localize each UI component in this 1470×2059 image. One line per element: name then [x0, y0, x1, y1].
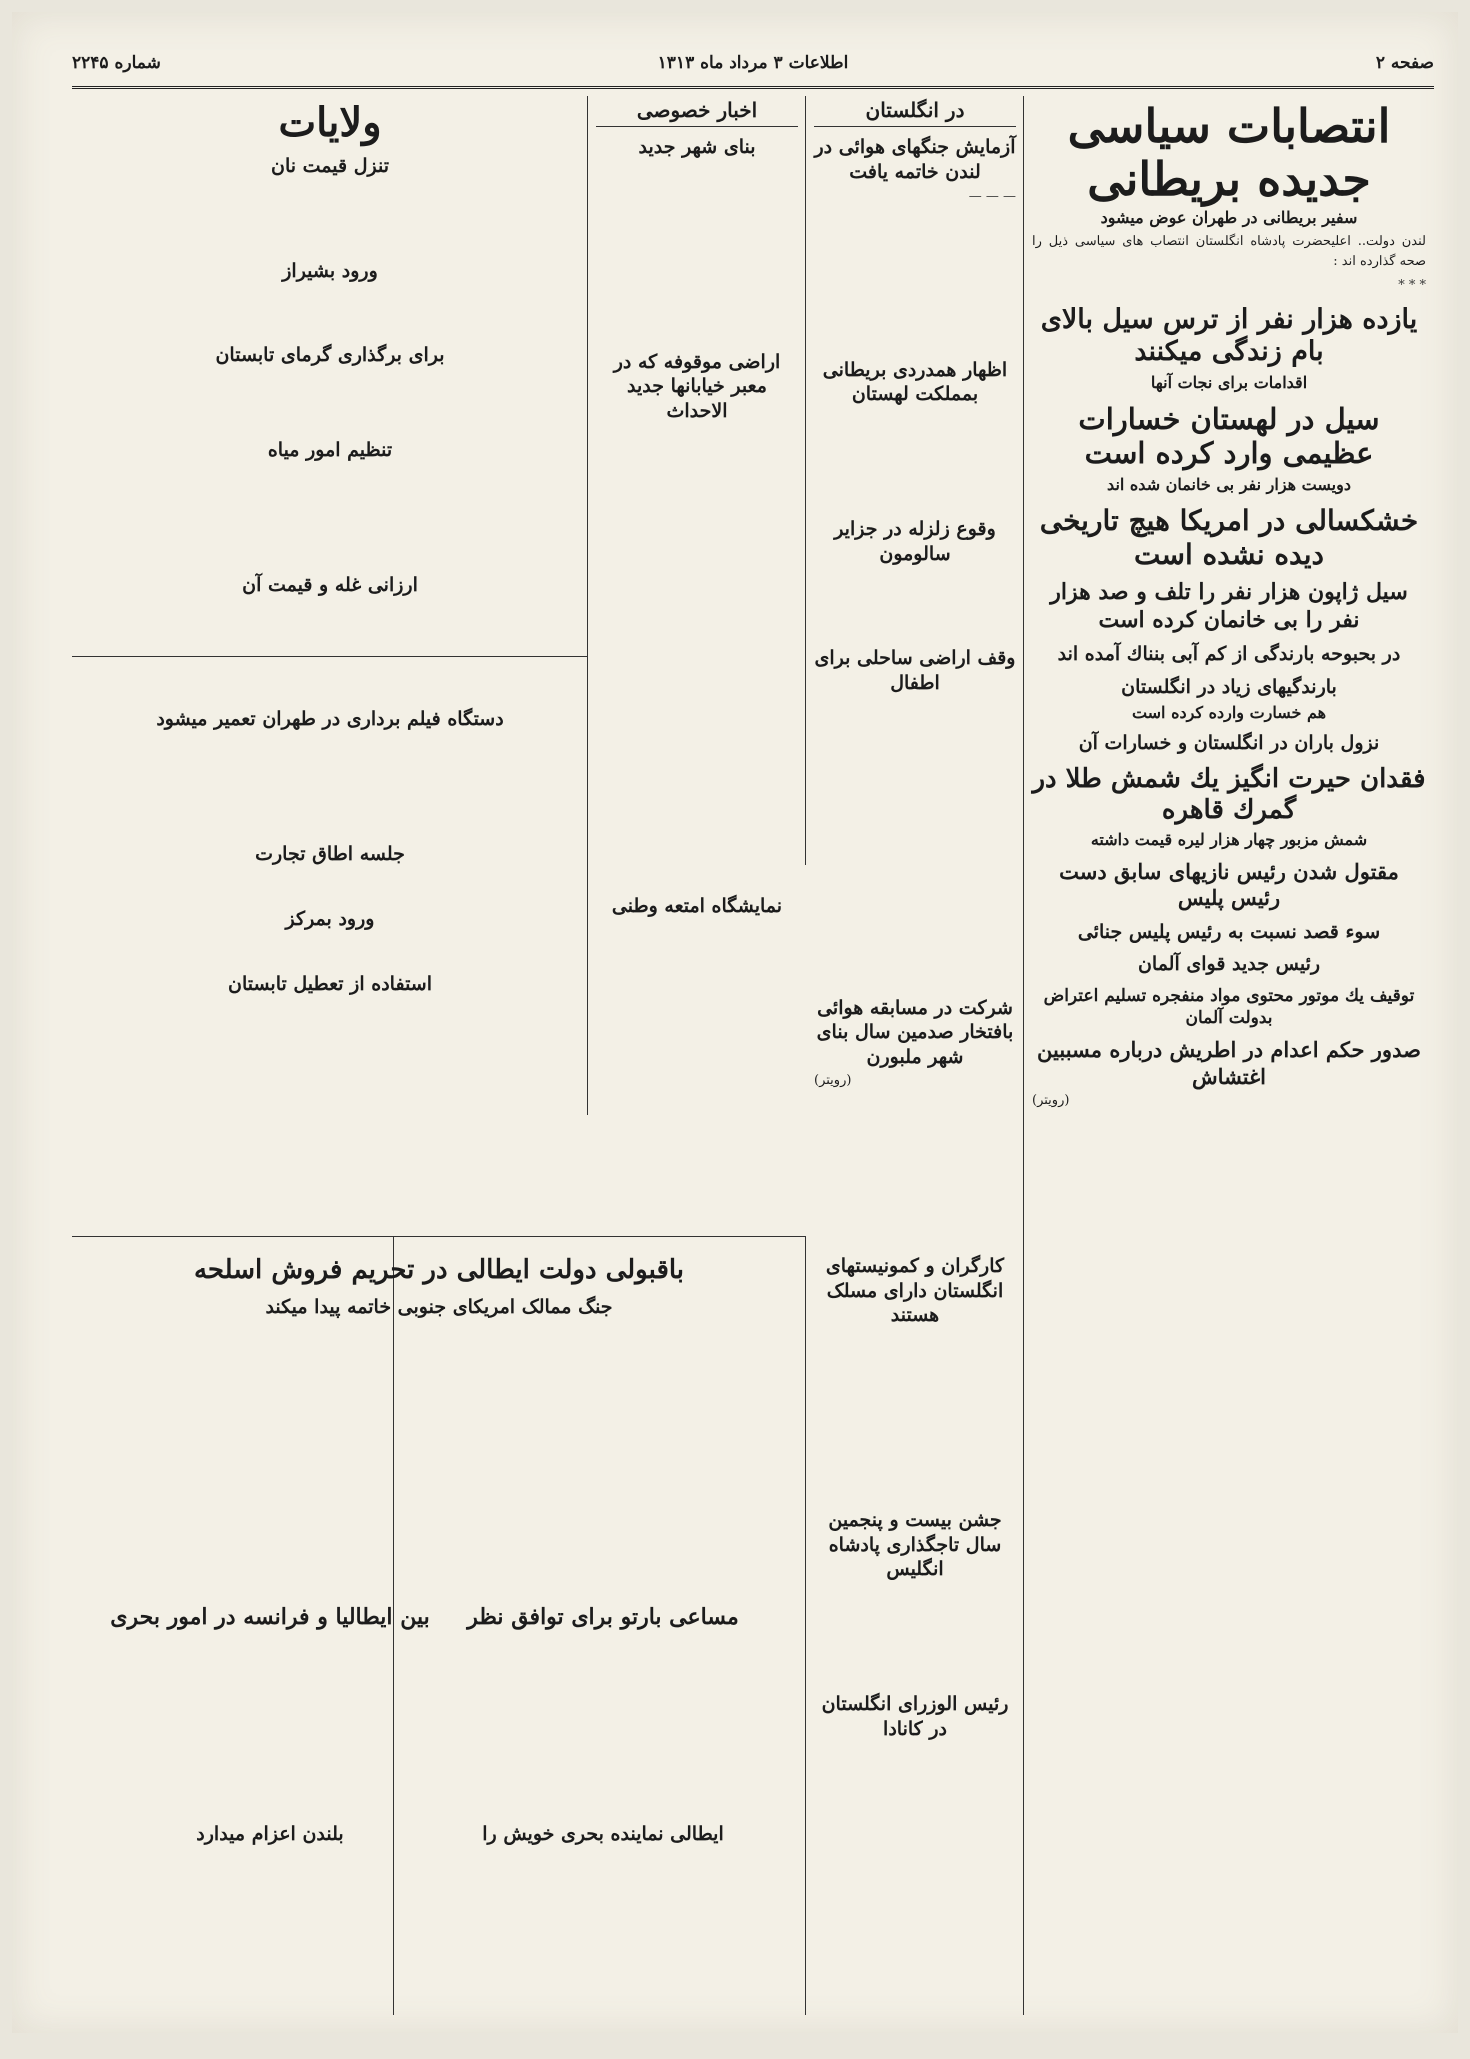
article-headline: ورود بمرکز	[285, 907, 375, 930]
column-private-news	[588, 96, 806, 1236]
section-banner: ولایات	[278, 99, 382, 146]
subheadline: شمش مزبور چهار هزار لیره قیمت داشته	[1090, 830, 1368, 850]
article-headline: تنظیم امور میاه	[267, 439, 393, 462]
article-headline: جشن بیست و پنجمین سال تاجگذاری پادشاه انگلیس	[828, 1509, 1002, 1581]
page-number: صفحه ۲	[1375, 53, 1434, 73]
newspaper-page	[12, 12, 1458, 2033]
article-headline: نزول باران در انگلستان و خسارات آن	[1078, 732, 1380, 755]
article-headline: سوء قصد نسبت به رئیس پلیس جنائی	[1077, 920, 1381, 943]
newspaper-dateline: اطلاعات ۳ مرداد ماه ۱۳۱۳	[657, 53, 849, 73]
article-headline: ارزانی غله و قیمت آن	[242, 573, 418, 596]
subheadline: جنگ ممالک امریکای جنوبی خاتمه پیدا میکند	[265, 1295, 613, 1318]
article-headline: آزمایش جنگهای هوائی در لندن خاتمه یافت	[814, 136, 1016, 183]
bottom-left-sub	[80, 1596, 460, 1849]
subheadline: دویست هزار نفر بی خانمان شده اند	[1107, 475, 1351, 495]
article-headline: ورود بشیراز	[282, 259, 378, 282]
article-headline: وقف اراضی ساحلی برای اطفال	[814, 647, 1016, 694]
article-headline: کارگران و کمونیستهای انگلستان دارای مسلک هستند	[825, 1255, 1005, 1327]
article-headline: وقوع زلزله در جزایر سالومون	[834, 517, 996, 565]
column-provinces	[72, 96, 588, 1236]
subheadline: سفیر بریطانی در طهران عوض میشود	[1100, 207, 1358, 227]
subheadline: اقدامات برای نجات آنها	[1150, 372, 1308, 392]
article-headline: اظهار همدردی بریطانی بمملکت لهستان	[822, 358, 1008, 406]
issue-number: شماره ۲۲۴۵	[72, 53, 161, 73]
article-headline: بین ایطالیا و فرانسه در امور بحری	[110, 1604, 430, 1630]
article-headline: یازده هزار نفر از ترس سیل بالای بام زندگی میکنند	[1040, 304, 1418, 368]
column-england-lower	[806, 1246, 1024, 2015]
article-headline: مقتول شدن رئیس نازیهای سابق دست رئیس پلیس	[1059, 859, 1399, 911]
article-body: لندن دولت.. اعلیحضرت پادشاه انگلستان انتصاب های سیاسی ذیل را صحه گذارده اند :	[1032, 233, 1426, 269]
column-england: در انگلستان آزمایش جنگهای هوائی در لندن خاتمه یافت — — — اظهار همدردی بریطانی بمملکت لهستان وقوع زلزله در جزایر سالومون وقف اراضی ساحلی برای اطفال شرکت در مسابقه هوائی بافتخار صدمین سال بنای شهر ملبورن (رویتر)	[814, 98, 1016, 1088]
article-headline: خشکسالی در امریکا هیچ تاریخی دیده نشده است	[1039, 503, 1419, 571]
article-headline: سیل در لهستان خسارات عظیمی وارد کرده است	[1078, 401, 1380, 471]
bottom-right-sub	[408, 1596, 798, 1849]
article-headline: ایطالی نماینده بحری خویش را	[482, 1822, 724, 1845]
article-headline: رئیس جدید قوای آلمان	[1137, 953, 1321, 976]
article-headline: نمایشگاه امتعه وطنی	[611, 894, 783, 917]
article-headline: برای برگذاری گرمای تابستان	[215, 344, 445, 367]
section-rule	[72, 1236, 806, 1237]
article-headline: استفاده از تعطیل تابستان	[228, 972, 432, 995]
subheadline: هم خسارت وارده کرده است	[1131, 702, 1327, 722]
column-foreign-news: انتصابات سیاسی جدیده بریطانی سفیر بریطانی در طهران عوض میشود لندن دولت.. اعلیحضرت پادشاه انگلستان انتصاب های سیاسی ذیل را صحه گذارده اند : * * * یازده هزار نفر از ترس سیل بالای بام زندگی میکنند اقدامات برای نجات آنها سیل در لهستان خسارات عظیمی وارد کرده است دویست هزار نفر بی خانمان شده اند خشکسالی در امریکا هیچ تاریخی دیده نشده است سیل ژاپون هزار نفر را تلف و صد هزار نفر را بی خانمان کرده است در بحبوحه بارندگی از کم آبی بنناك آمده اند بارندگیهای زیاد در انگلستان هم خسارت وارده کرده است نزول باران در انگلستان و خسارات آن فقدان حیرت انگیز یك شمش طلا در گمرك قاهره شمش مزبور چهار هزار لیره قیمت داشته مقتول شدن رئیس نازیهای سابق دست رئیس پلیس سوء قصد نسبت به رئیس پلیس جنائی رئیس جدید قوای آلمان توقیف یك موتور محتوی مواد منفجره تسلیم اعتراض بدولت آلمان صدور حکم اعدام در اطریش درباره مسببین اغتشاش (رویتر)	[1032, 99, 1426, 1108]
article-headline: تنزل قیمت نان	[270, 155, 390, 177]
news-source: (رویتر)	[814, 1072, 852, 1088]
article-headline: مساعی بارتو برای توافق نظر	[467, 1604, 739, 1630]
article-headline: باقبولی دولت ایطالی در تحریم فروش اسلحه	[193, 1255, 685, 1285]
section-heading: در انگلستان	[814, 96, 1016, 127]
article-headline: دستگاه فیلم برداری در طهران تعمیر میشود	[156, 708, 504, 731]
article-headline: توقیف یك موتور محتوی مواد منفجره تسلیم اعتراض بدولت آلمان	[1043, 986, 1415, 1029]
bottom-italy-block	[72, 1246, 806, 2015]
article-headline: رئیس الوزرای انگلستان در کانادا	[821, 1693, 1009, 1740]
masthead	[72, 40, 1434, 89]
article-headline: در بحبوحه بارندگی از کم آبی بنناك آمده اند	[1057, 643, 1401, 666]
article-headline: بلندن اعزام میدارد	[196, 1822, 344, 1845]
article-headline: فقدان حیرت انگیز یك شمش طلا در گمرك قاهره	[1032, 764, 1426, 826]
article-headline: اراضی موقوفه که در معبر خیابانها جدید الاحداث	[613, 350, 781, 423]
article-headline: سیل ژاپون هزار نفر را تلف و صد هزار نفر را بی خانمان کرده است	[1050, 579, 1408, 633]
article-headline: بنای شهر جدید	[638, 136, 756, 158]
article-headline: بارندگیهای زیاد در انگلستان	[1121, 675, 1337, 698]
headline-banner: انتصابات سیاسی جدیده بریطانی	[1067, 99, 1391, 206]
news-source: (رویتر)	[1032, 1092, 1070, 1108]
columns-area	[72, 96, 1434, 2015]
article-headline: صدور حکم اعدام در اطریش درباره مسببین اغتشاش	[1037, 1037, 1421, 1089]
article-headline: شرکت در مسابقه هوائی بافتخار صدمین سال بنای شهر ملبورن	[816, 996, 1014, 1069]
article-headline: جلسه اطاق تجارت	[255, 843, 405, 866]
section-heading: اخبار خصوصی	[596, 96, 798, 127]
